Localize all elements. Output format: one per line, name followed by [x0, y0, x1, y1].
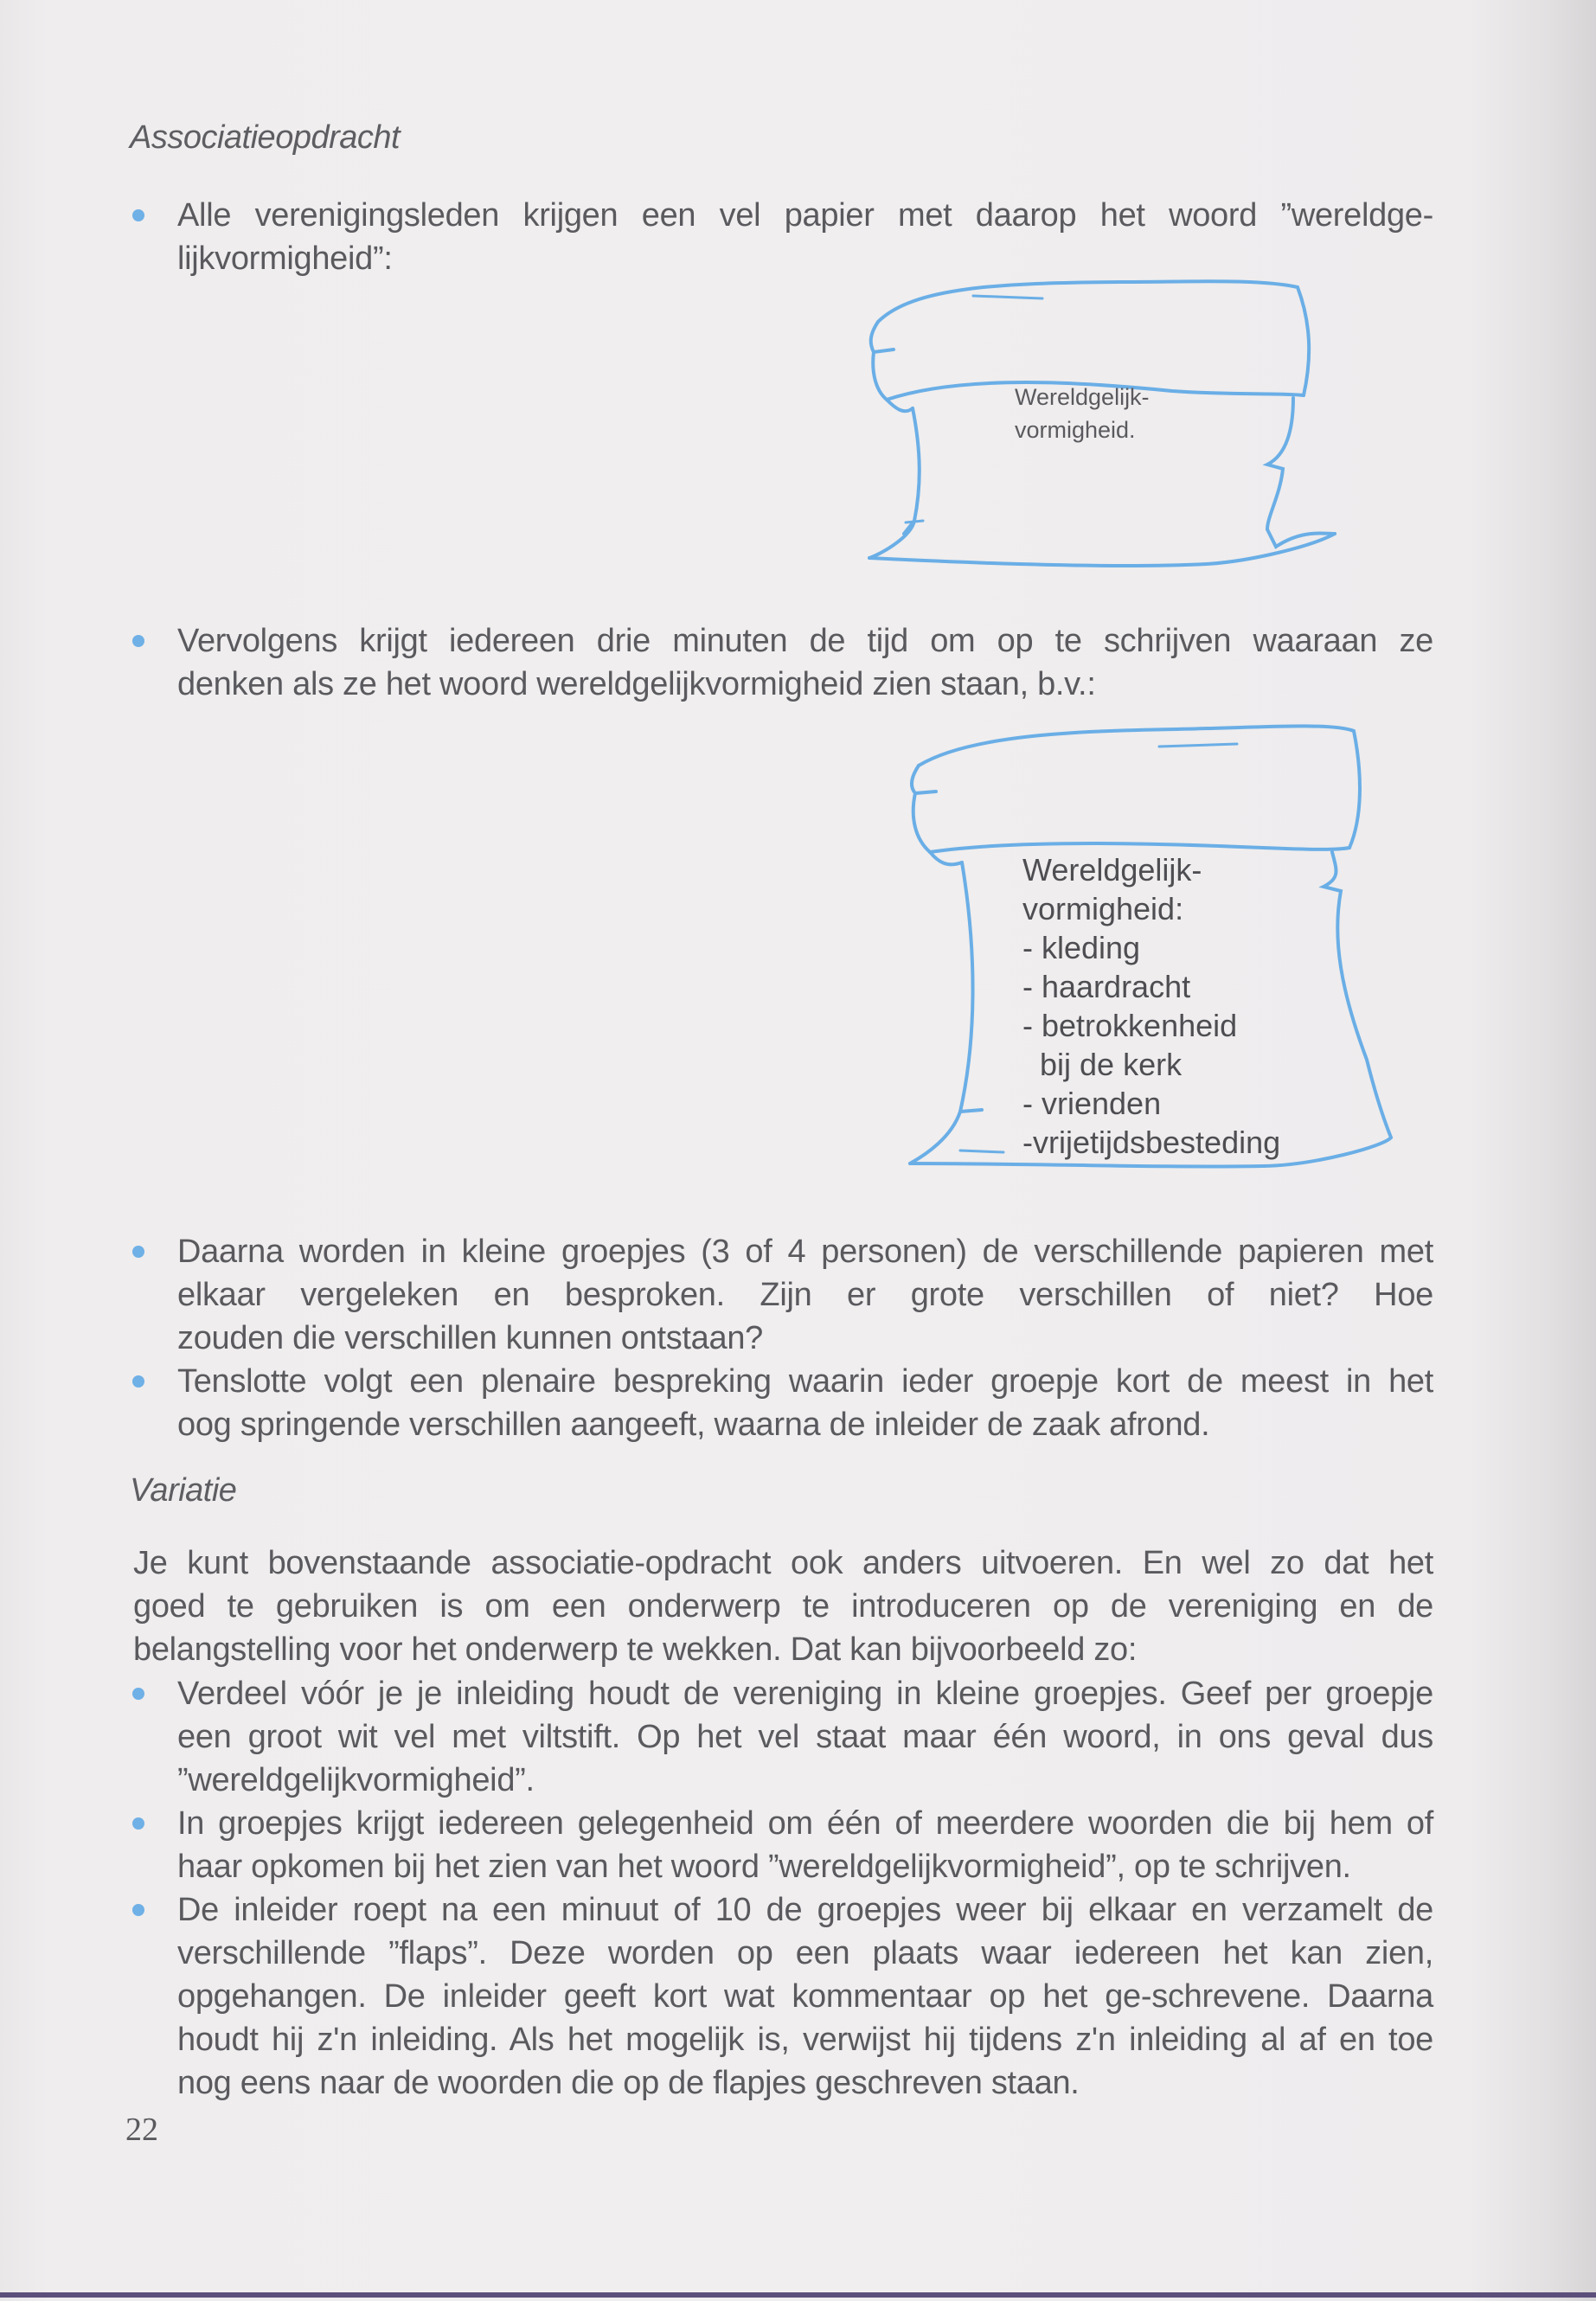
text-line: ”wereldgelijkvormigheid”.	[177, 1762, 535, 1798]
text-line: een groot wit vel met viltstift. Op het vel staat maar één woord, in ons geval dus	[177, 1719, 1433, 1755]
scroll-line: - betrokkenheid	[1022, 1008, 1238, 1043]
scroll-line: - kleding	[1022, 930, 1141, 965]
heading-variatie: Variatie	[130, 1472, 237, 1509]
bullet-item	[177, 1360, 1433, 1446]
bullet-icon	[132, 1688, 144, 1700]
scroll-line: -vrijetijdsbesteding	[1022, 1125, 1281, 1160]
bullet-item	[177, 1888, 1433, 2105]
text-line: zouden die verschillen kunnen ontstaan?	[177, 1320, 764, 1356]
bullet-icon	[132, 1817, 144, 1830]
scroll-line: vormigheid:	[1022, 891, 1184, 926]
scroll-2-text	[1022, 850, 1280, 1162]
bullet-item	[177, 1802, 1433, 1888]
scroll-line: - haardracht	[1022, 969, 1191, 1004]
bullet-item	[177, 1672, 1433, 1802]
scroll-1-text	[1015, 381, 1150, 446]
bullet-item	[177, 194, 1433, 280]
text-line: Vervolgens krijgt iedereen drie minuten de tijd om op te schrijven waaraan ze	[177, 623, 1433, 659]
text-line: denken als ze het woord wereldgelijkvormigheid zien staan, b.v.:	[177, 666, 1096, 702]
bullet-item	[177, 1230, 1433, 1360]
text-line: Verdeel vóór je je inleiding houdt de vereniging in kleine groepjes. Geef per groepje	[177, 1676, 1433, 1712]
text-line: oog springende verschillen aangeeft, waarna de inleider de zaak afrond.	[177, 1407, 1210, 1443]
scroll-line: Wereldgelijk-	[1015, 384, 1150, 410]
text-line: elkaar vergeleken en besproken. Zijn er grote verschillen of niet? Hoe	[177, 1277, 1433, 1313]
text-line: belangstelling voor het onderwerp te wekken. Dat kan bijvoorbeeld zo:	[133, 1631, 1138, 1668]
text-line: De inleider roept na een minuut of 10 de groepjes weer bij elkaar en verzamelt de	[177, 1892, 1433, 1928]
text-line: nog eens naar de woorden die op de flapjes geschreven staan.	[177, 2065, 1080, 2101]
text-line: opgehangen. De inleider geeft kort wat kommentaar op het ge-schrevene. Daarna	[177, 1978, 1433, 2015]
heading-associatieopdracht: Associatieopdracht	[130, 119, 401, 156]
text-line: goed te gebruiken is om een onderwerp te introduceren op de vereniging en de	[133, 1588, 1433, 1625]
page-number: 22	[125, 2112, 158, 2148]
text-line: haar opkomen bij het zien van het woord ”wereldgelijkvormigheid”, op te schrijven.	[177, 1849, 1351, 1885]
text-line: verschillende ”flaps”. Deze worden op een plaats waar iedereen het kan zien,	[177, 1935, 1433, 1971]
bullet-icon	[132, 1375, 144, 1388]
bullet-icon	[132, 209, 144, 221]
scroll-line: Wereldgelijk-	[1022, 852, 1202, 888]
scan-edge	[0, 2292, 1596, 2298]
text-line: Alle verenigingsleden krijgen een vel papier met daarop het woord ”wereldge-	[177, 197, 1433, 234]
scroll-line: vormigheid.	[1015, 417, 1136, 443]
text-line: Tenslotte volgt een plenaire bespreking waarin ieder groepje kort de meest in het	[177, 1363, 1433, 1400]
scroll-line: bij de kerk	[1022, 1047, 1183, 1082]
bullet-icon	[132, 635, 144, 647]
bullet-icon	[132, 1246, 144, 1258]
paragraph	[133, 1541, 1433, 1671]
text-line: In groepjes krijgt iedereen gelegenheid om één of meerdere woorden die bij hem of	[177, 1805, 1433, 1842]
bullet-icon	[132, 1904, 144, 1916]
text-line: Daarna worden in kleine groepjes (3 of 4 personen) de verschillende papieren met	[177, 1234, 1433, 1270]
text-line: houdt hij z'n inleiding. Als het mogelijk is, verwijst hij tijdens z'n inleiding al af en toe	[177, 2022, 1433, 2058]
scroll-line: - vrienden	[1022, 1086, 1162, 1121]
text-line: lijkvormigheid”:	[177, 240, 393, 277]
text-line: Je kunt bovenstaande associatie-opdracht ook anders uitvoeren. En wel zo dat het	[133, 1545, 1433, 1581]
bullet-item	[177, 619, 1433, 706]
